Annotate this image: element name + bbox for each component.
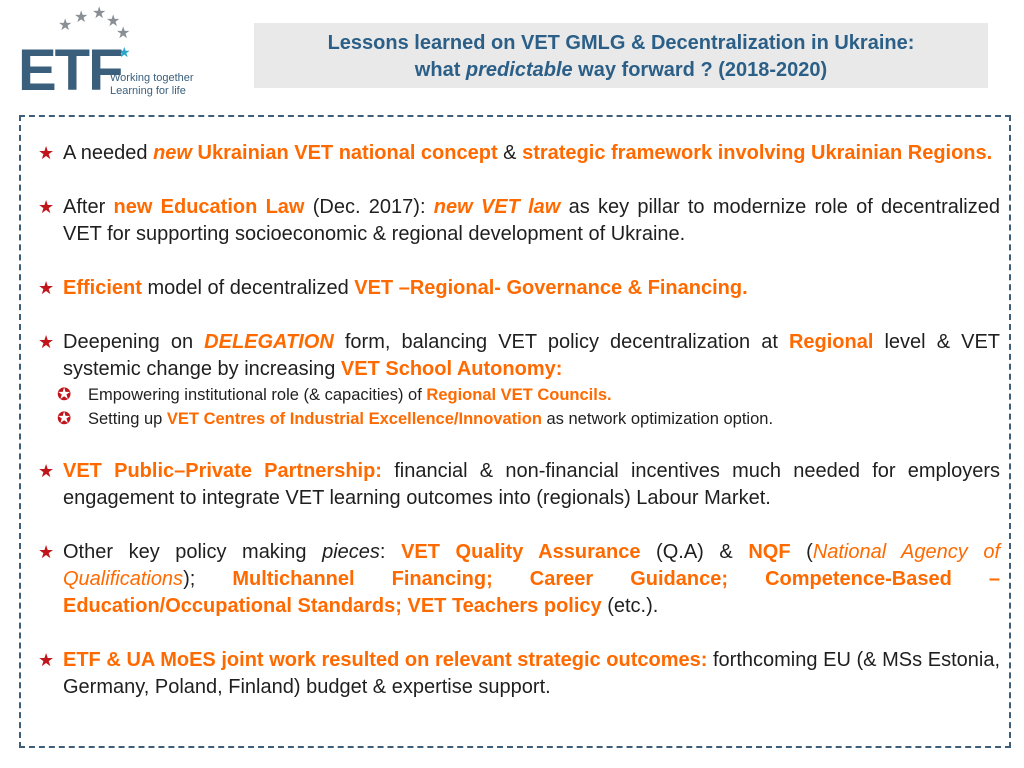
logo-tagline	[110, 72, 194, 98]
logo-tagline-line1: Working together	[110, 72, 194, 84]
item1-t5: strategic framework involving Ukrainian Regions.	[522, 142, 993, 164]
item6-t6: NQF	[748, 541, 791, 563]
title-line1: Lessons learned on VET GMLG & Decentralization in Ukraine:	[327, 32, 915, 54]
star-bullet-icon: ★	[38, 197, 55, 217]
item6-t2: pieces	[322, 541, 380, 563]
item2-t3: (Dec. 2017):	[304, 196, 434, 218]
sub2-c: as network optimization option.	[541, 410, 774, 428]
star-icon: ★	[74, 9, 89, 26]
item6-t8: National Agency of Qualifications	[63, 541, 1001, 590]
item4-t4: Regional	[788, 331, 874, 353]
sub2-b: VET Centres of Industrial Excellence/Innovation	[166, 410, 542, 428]
bullet-item-4-group	[38, 329, 1000, 431]
item6-t9: );	[183, 568, 233, 590]
bullet-item-6	[38, 539, 1000, 620]
star-bullet-icon: ★	[38, 143, 55, 163]
item6-t10: Multichannel Financing; Career Guidance; Competence-Based – Education/Occupational Standards; VET Teachers policy	[63, 568, 1000, 617]
star-icon: ★	[106, 13, 121, 30]
sub1-a: Empowering institutional role (& capacities) of	[88, 386, 427, 404]
bullet-item-4	[38, 329, 1000, 383]
etf-logo	[18, 4, 208, 104]
slide-title	[254, 23, 988, 88]
star-bullet-icon: ★	[38, 278, 55, 298]
sub1-b: Regional VET Councils.	[426, 386, 612, 404]
star-bullet-icon: ★	[38, 332, 55, 352]
bullet-item-5	[38, 458, 1000, 512]
item5-t1: VET Public–Private Partnership:	[63, 460, 382, 482]
star-bullet-icon: ★	[38, 650, 55, 670]
bullet-item-7	[38, 647, 1000, 701]
star-bullet-icon: ★	[38, 542, 55, 562]
item6-t3: :	[379, 541, 402, 563]
logo-letters: ETF	[18, 38, 122, 103]
bullet-list	[38, 140, 1000, 728]
item2-t2: new Education Law	[113, 196, 305, 218]
item6-t1: Other key policy making	[63, 541, 323, 563]
item6-t5: (Q.A) &	[640, 541, 749, 563]
item2-t4: new VET law	[433, 196, 561, 218]
title-line2	[254, 59, 988, 82]
item3-t1: Efficient	[63, 277, 142, 299]
bullet-item-2	[38, 194, 1000, 248]
item2-t1: After	[63, 196, 114, 218]
item1-t3: Ukrainian VET national concept	[192, 142, 498, 164]
bullet-item-3	[38, 275, 1000, 302]
bullet-item-1	[38, 140, 1000, 167]
star-bullet-icon: ★	[38, 461, 55, 481]
item1-t4: &	[497, 142, 523, 164]
item7-t1: ETF & UA MoES joint work resulted on relevant strategic outcomes:	[63, 649, 708, 671]
item4-t5: level & VET systemic change by increasing	[63, 331, 1001, 380]
item5-t2: financial & non-financial incentives much needed for employers engagement to integrate VET learning outcomes into (regionals) Labour Market.	[63, 460, 1001, 509]
logo-tagline-line2: Learning for life	[110, 85, 186, 97]
star-circle-icon: ✪	[57, 409, 72, 428]
item6-t4: VET Quality Assurance	[401, 541, 641, 563]
item4-t6: VET School Autonomy:	[340, 358, 563, 380]
star-icon: ★	[92, 5, 107, 22]
item1-t1: A needed	[63, 142, 154, 164]
item4-t2: DELEGATION	[204, 331, 334, 353]
item6-t7: (	[790, 541, 813, 563]
item6-t11: (etc.).	[601, 595, 659, 617]
star-icon: ★	[118, 44, 131, 60]
sub-item-1	[38, 383, 1000, 407]
star-icon: ★	[116, 25, 131, 42]
star-icon: ★	[58, 17, 73, 34]
item3-t2: model of decentralized	[141, 277, 355, 299]
item7-t2: forthcoming EU (& MSs Estonia, Germany, Poland, Finland) budget & expertise support.	[63, 649, 1001, 698]
star-circle-icon: ✪	[57, 385, 72, 404]
item4-t3: form, balancing VET policy decentralization at	[333, 331, 789, 353]
item3-t3: VET –Regional- Governance & Financing.	[354, 277, 748, 299]
item4-t1: Deepening on	[63, 331, 205, 353]
title-line2-em: predictable	[465, 59, 573, 81]
sub2-a: Setting up	[88, 410, 167, 428]
sub-item-2	[38, 407, 1000, 431]
item2-t5: as key pillar to modernize role of decentralized VET for supporting socioeconomic & regional development of Ukraine.	[63, 196, 1000, 245]
item1-t2: new	[153, 142, 192, 164]
title-line2-pre: what	[414, 59, 466, 81]
title-line2-post: way forward ? (2018-2020)	[572, 59, 828, 81]
